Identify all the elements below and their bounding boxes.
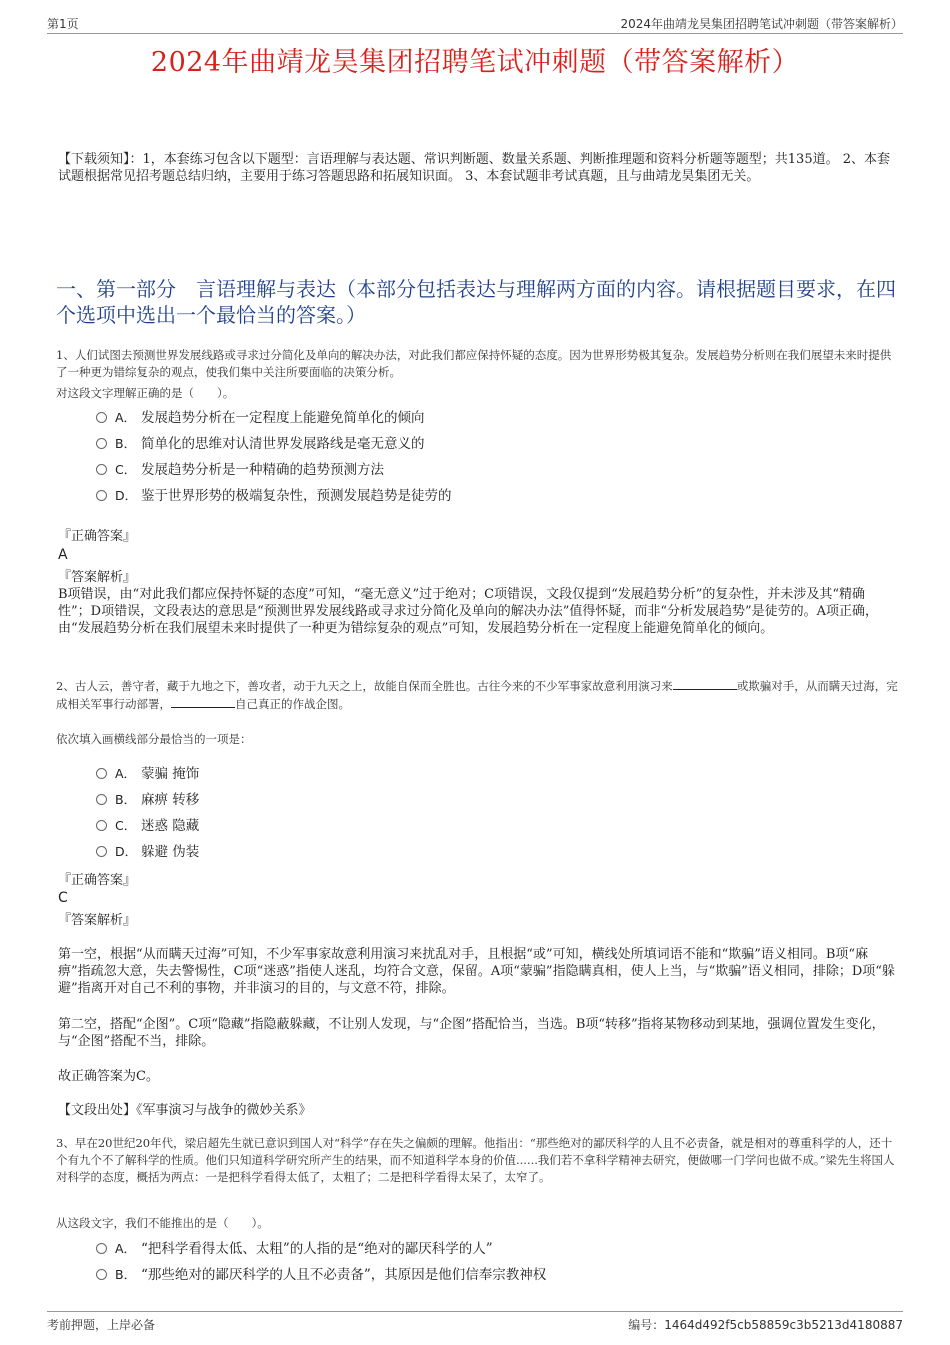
- q2-option-d[interactable]: D． 躲避 伪装: [96, 843, 199, 861]
- q2-analysis-1: 第一空，根据“从而瞒天过海”可知，不少军事家故意利用演习来扰乱对手，且根据“或”可知，横线处所填词语不能和“欺骗”语义相同。B项“麻痹”指疏忽大意，失去警惕性，C项“迷惑”指使人迷乱，均符合文意，保留。A项“蒙骗”指隐瞒真相，使人上当，与“欺骗”语义相同，排除；D项“躲避”指离开对自己不利的事物，并非演习的目的，与文意不符，排除。: [58, 947, 895, 996]
- header-doc-title: 2024年曲靖龙昊集团招聘笔试冲刺题（带答案解析）: [620, 17, 903, 31]
- q2-answer: C: [58, 890, 68, 906]
- q1-option-a[interactable]: A． 发展趋势分析在一定程度上能避免简单化的倾向: [96, 409, 425, 427]
- section-heading: 一、第一部分 言语理解与表达（本部分包括表达与理解两方面的内容。请根据题目要求，在四个选项中选出一个最恰当的答案。）: [56, 277, 896, 327]
- q3-option-b[interactable]: B． “那些绝对的鄙厌科学的人且不必责备”，其原因是他们信奉宗教神权: [96, 1266, 546, 1284]
- q2-conclusion: 故正确答案为C。: [58, 1069, 159, 1084]
- question-2-ask: 依次填入画横线部分最恰当的一项是：: [56, 732, 252, 746]
- radio-icon[interactable]: [96, 438, 107, 449]
- footer-slogan: 考前押题，上岸必备: [47, 1318, 156, 1332]
- question-2-stem: 2、古人云，善守者，藏于九地之下，善攻者，动于九天之上，故能自保而全胜也。古往今来的不少军事家故意利用演习来 或欺骗对手，从而瞒天过海，完成相关军事行动部署， 自己真正的作战企图。: [56, 679, 898, 711]
- download-notice: 【下载须知】：1，本套练习包含以下题型：言语理解与表达题、常识判断题、数量关系题、判断推理题和资料分析题等题型；共135道。 2、本套试题根据常见招考题总结归纳，主要用于练习答题思路和拓展知识面。 3、本套试题非考试真题，且与曲靖龙昊集团无关。: [58, 152, 890, 184]
- q2-option-c[interactable]: C． 迷惑 隐藏: [96, 817, 199, 835]
- q2-source: 【文段出处】《军事演习与战争的微妙关系》: [58, 1103, 312, 1118]
- radio-icon[interactable]: [96, 794, 107, 805]
- radio-icon[interactable]: [96, 846, 107, 857]
- header-divider: [47, 33, 903, 34]
- footer-divider: [47, 1311, 903, 1312]
- q1-option-d[interactable]: D． 鉴于世界形势的极端复杂性，预测发展趋势是徒劳的: [96, 487, 452, 505]
- radio-icon[interactable]: [96, 768, 107, 779]
- radio-icon[interactable]: [96, 412, 107, 423]
- q1-option-c[interactable]: C． 发展趋势分析是一种精确的趋势预测方法: [96, 461, 384, 479]
- q2-analysis-label: 『答案解析』: [58, 913, 137, 928]
- page-number: 第1页: [47, 17, 79, 31]
- page-title: 2024年曲靖龙昊集团招聘笔试冲刺题（带答案解析）: [150, 47, 800, 78]
- question-1-ask: 对这段文字理解正确的是（ ）。: [56, 386, 235, 400]
- q1-answer: A: [58, 547, 68, 563]
- radio-icon[interactable]: [96, 464, 107, 475]
- radio-icon[interactable]: [96, 1269, 107, 1280]
- fill-blank-2: [171, 695, 235, 708]
- radio-icon[interactable]: [96, 820, 107, 831]
- q1-option-b[interactable]: B． 简单化的思维对认清世界发展路线是毫无意义的: [96, 435, 425, 453]
- fill-blank-1: [673, 677, 737, 690]
- q3-option-a[interactable]: A． “把科学看得太低、太粗”的人指的是“绝对的鄙厌科学的人”: [96, 1240, 493, 1258]
- question-3-stem: 3、早在20世纪20年代，梁启超先生就已意识到国人对“科学”存在失之偏颇的理解。他指出：“那些绝对的鄙厌科学的人且不必责备，就是相对的尊重科学的人，还十个有九个不了解科学的性质。他们只知道科学研究所产生的结果，而不知道科学本身的价值......我们若不拿科学精神去研究，便做哪一门学问也做不成。”梁先生将国人对科学的态度，概括为两点：一是把科学看得太低了，太粗了；二是把科学看得太呆了，太窄了。: [56, 1136, 895, 1184]
- q2-answer-label: 『正确答案』: [58, 873, 137, 888]
- q2-analysis-2: 第二空，搭配“企图”。C项“隐藏”指隐蔽躲藏，不让别人发现，与“企图”搭配恰当，当选。B项“转移”指将某物移动到某地，强调位置发生变化，与“企图”搭配不当，排除。: [58, 1017, 885, 1049]
- question-3-ask: 从这段文字，我们不能推出的是（ ）。: [56, 1216, 269, 1230]
- q1-analysis-label: 『答案解析』: [58, 570, 137, 585]
- radio-icon[interactable]: [96, 1243, 107, 1254]
- radio-icon[interactable]: [96, 490, 107, 501]
- footer-doc-id: 编号：1464d492f5cb58859c3b5213d4180887: [628, 1318, 903, 1332]
- q1-analysis: B项错误，由“对此我们都应保持怀疑的态度”可知，“毫无意义”过于绝对；C项错误，文段仅提到“发展趋势分析”的复杂性，并未涉及其“精确性”；D项错误，文段表达的意思是“预测世界发展线路或寻求过分简化及单向的解决办法”值得怀疑，而非“分析发展趋势”是徒劳的。A项正确，由“发展趋势分析在我们展望未来时提供了一种更为错综复杂的观点”可知，发展趋势分析在一定程度上能避免简单化的倾向。: [58, 587, 879, 636]
- q2-option-b[interactable]: B． 麻痹 转移: [96, 791, 199, 809]
- question-1-stem: 1、人们试图去预测世界发展线路或寻求过分简化及单向的解决办法，对此我们都应保持怀疑的态度。因为世界形势极其复杂。发展趋势分析则在我们展望未来时提供了一种更为错综复杂的观点，使我们集中关注所要面临的决策分析。: [56, 348, 892, 379]
- q2-option-a[interactable]: A． 蒙骗 掩饰: [96, 765, 199, 783]
- q1-answer-label: 『正确答案』: [58, 529, 137, 544]
